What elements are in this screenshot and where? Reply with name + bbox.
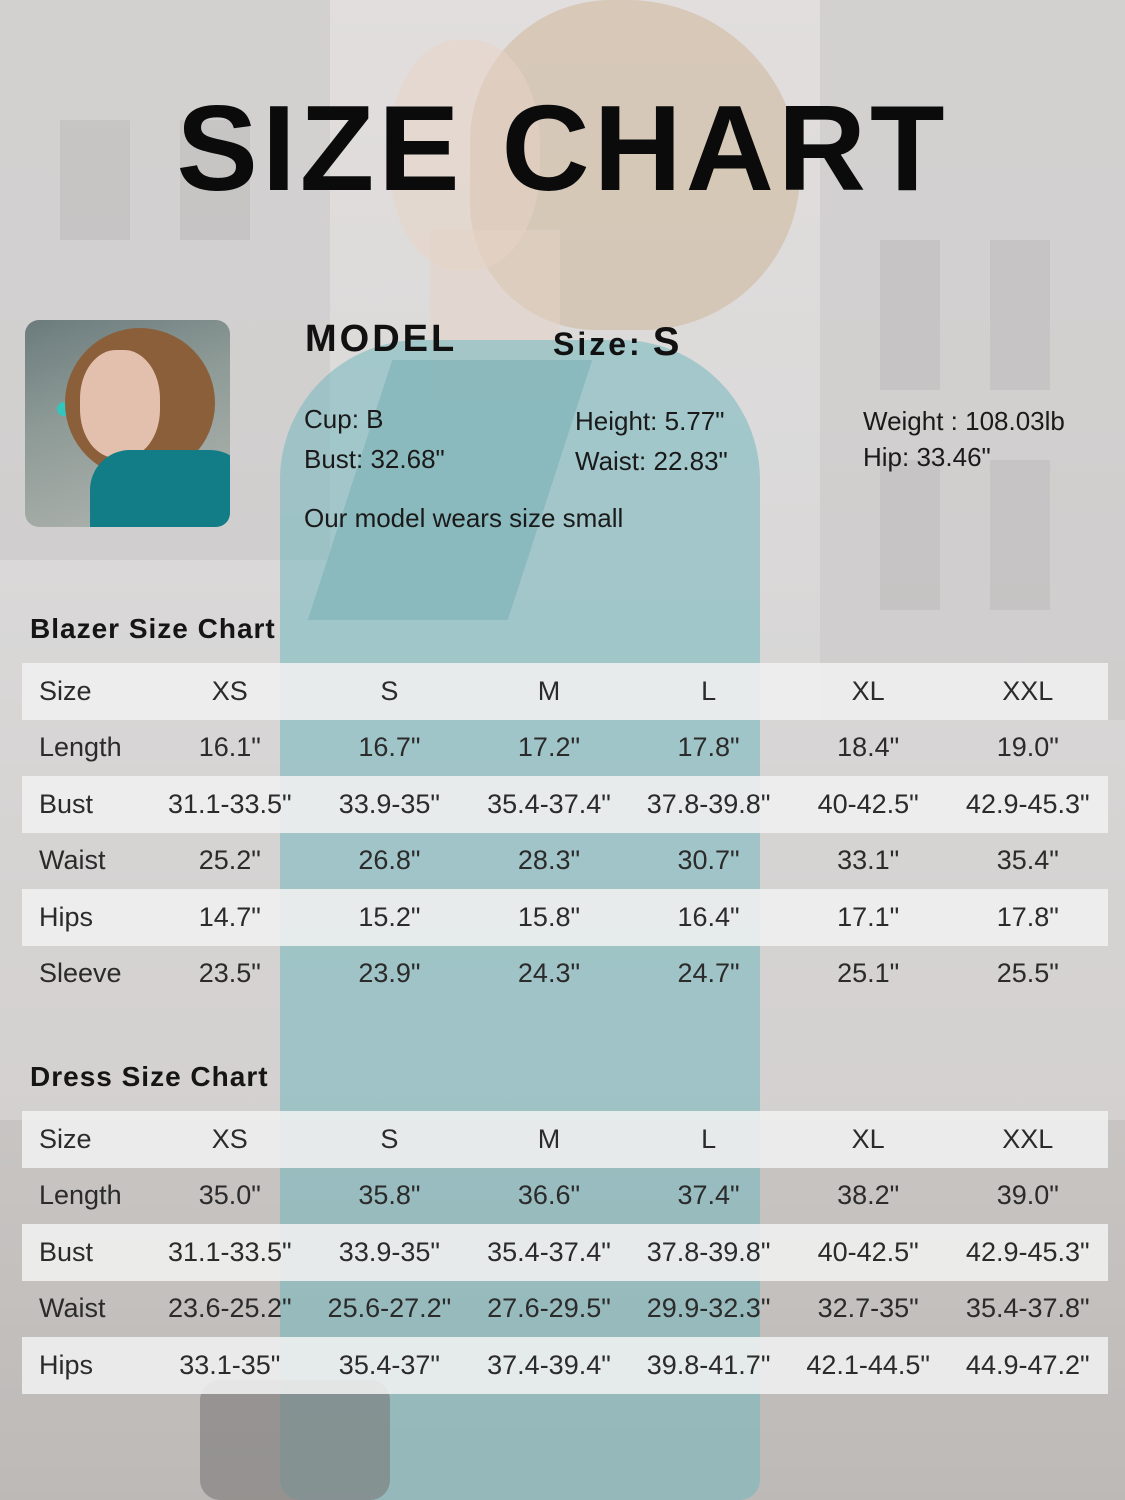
measurement-cell: 29.9-32.3" <box>646 1293 771 1324</box>
dress-header-row <box>22 1111 1108 1168</box>
measurement-cell: 24.3" <box>517 958 581 989</box>
measurement-cell: 33.9-35" <box>338 788 440 819</box>
blazer-chart-title: Blazer Size Chart <box>30 613 276 644</box>
measurement-cell: 39.8-41.7" <box>646 1349 771 1380</box>
dress-table-row <box>22 1281 1108 1338</box>
measurement-cell: 28.3" <box>517 845 581 876</box>
size-header-cell: XXL <box>1002 1123 1054 1154</box>
measurement-cell: 37.8-39.8" <box>646 788 771 819</box>
measurement-cell: 17.8" <box>677 732 740 763</box>
measurement-cell: 16.1" <box>198 732 261 763</box>
size-header-cell: M <box>537 675 561 706</box>
measurement-cell: 17.2" <box>517 732 581 763</box>
measurement-cell: 14.7" <box>198 901 261 932</box>
measurement-cell: 35.4" <box>996 845 1059 876</box>
measurement-cell: 25.2" <box>198 845 261 876</box>
measurement-cell: 38.2" <box>837 1180 900 1211</box>
page-title: SIZE CHART <box>176 80 949 216</box>
row-label: Size <box>39 1123 92 1154</box>
measurement-cell: 33.1-35" <box>179 1349 281 1380</box>
measurement-cell: 35.4-37.8" <box>965 1293 1090 1324</box>
measurement-cell: 35.4-37" <box>338 1349 440 1380</box>
size-header-cell: L <box>701 1123 717 1154</box>
size-header-cell: S <box>380 675 399 706</box>
measurement-cell: 32.7-35" <box>817 1293 919 1324</box>
measurement-cell: 25.6-27.2" <box>327 1293 452 1324</box>
measurement-cell: 44.9-47.2" <box>965 1349 1090 1380</box>
measurement-cell: 42.9-45.3" <box>965 788 1090 819</box>
measurement-cell: 39.0" <box>996 1180 1059 1211</box>
measurement-cell: 35.4-37.4" <box>487 1236 611 1267</box>
model-heading: MODEL <box>305 318 458 360</box>
blazer-table-row <box>22 776 1108 833</box>
measurement-cell: 15.2" <box>358 901 421 932</box>
measurement-cell: 40-42.5" <box>817 1236 919 1267</box>
blazer-table-row <box>22 720 1108 777</box>
model-bust: Bust: 32.68" <box>304 444 445 474</box>
measurement-cell: 25.5" <box>996 958 1059 989</box>
dress-chart-title: Dress Size Chart <box>30 1061 269 1092</box>
row-label: Sleeve <box>39 958 122 989</box>
measurement-cell: 30.7" <box>677 845 740 876</box>
dress-table-row <box>22 1168 1108 1225</box>
measurement-cell: 36.6" <box>517 1180 581 1211</box>
measurement-cell: 42.9-45.3" <box>965 1236 1090 1267</box>
size-header-cell: XL <box>851 675 885 706</box>
row-label: Waist <box>39 1293 106 1324</box>
model-size-label: Size: <box>553 326 643 362</box>
dress-size-table <box>22 1111 1108 1394</box>
size-header-cell: S <box>380 1123 399 1154</box>
row-label: Bust <box>39 1236 94 1267</box>
model-size <box>553 320 679 365</box>
dress-table-row <box>22 1337 1108 1394</box>
measurement-cell: 15.8" <box>517 901 581 932</box>
row-label: Length <box>39 1180 122 1211</box>
measurement-cell: 23.6-25.2" <box>167 1293 292 1324</box>
measurement-cell: 16.7" <box>358 732 421 763</box>
row-label: Bust <box>39 788 94 819</box>
measurement-cell: 40-42.5" <box>817 788 919 819</box>
model-waist: Waist: 22.83" <box>575 446 728 476</box>
measurement-cell: 35.8" <box>358 1180 421 1211</box>
measurement-cell: 25.1" <box>837 958 900 989</box>
measurement-cell: 17.1" <box>837 901 900 932</box>
measurement-cell: 37.4" <box>677 1180 740 1211</box>
measurement-cell: 18.4" <box>837 732 900 763</box>
measurement-cell: 26.8" <box>358 845 421 876</box>
blazer-header-row <box>22 663 1108 720</box>
blazer-table-row <box>22 833 1108 890</box>
size-header-cell: XXL <box>1002 675 1054 706</box>
row-label: Hips <box>39 901 94 932</box>
measurement-cell: 19.0" <box>996 732 1059 763</box>
model-photo <box>25 320 230 527</box>
model-note: Our model wears size small <box>304 503 624 533</box>
measurement-cell: 31.1-33.5" <box>167 788 292 819</box>
measurement-cell: 24.7" <box>677 958 740 989</box>
row-label: Waist <box>39 845 106 876</box>
measurement-cell: 17.8" <box>996 901 1059 932</box>
model-weight: Weight : 108.03lb <box>863 406 1065 436</box>
size-header-cell: L <box>701 675 717 706</box>
measurement-cell: 16.4" <box>677 901 740 932</box>
measurement-cell: 35.0" <box>198 1180 261 1211</box>
blazer-table-row <box>22 946 1108 1003</box>
row-label: Hips <box>39 1349 94 1380</box>
measurement-cell: 35.4-37.4" <box>487 788 611 819</box>
size-header-cell: XL <box>851 1123 885 1154</box>
measurement-cell: 23.5" <box>198 958 261 989</box>
measurement-cell: 33.9-35" <box>338 1236 440 1267</box>
blazer-table-row <box>22 889 1108 946</box>
measurement-cell: 23.9" <box>358 958 421 989</box>
measurement-cell: 37.8-39.8" <box>646 1236 771 1267</box>
measurement-cell: 37.4-39.4" <box>487 1349 611 1380</box>
row-label: Length <box>39 732 122 763</box>
measurement-cell: 31.1-33.5" <box>167 1236 292 1267</box>
dress-table-row <box>22 1224 1108 1281</box>
measurement-cell: 42.1-44.5" <box>806 1349 931 1380</box>
measurement-cell: 27.6-29.5" <box>487 1293 611 1324</box>
size-header-cell: M <box>537 1123 561 1154</box>
model-hip: Hip: 33.46" <box>863 442 991 472</box>
size-header-cell: XS <box>211 675 248 706</box>
model-size-value: S <box>652 320 680 364</box>
measurement-cell: 33.1" <box>837 845 900 876</box>
model-cup: Cup: B <box>304 404 384 434</box>
size-header-cell: XS <box>211 1123 248 1154</box>
row-label: Size <box>39 675 92 706</box>
model-height: Height: 5.77" <box>575 406 725 436</box>
blazer-size-table <box>22 663 1108 1002</box>
